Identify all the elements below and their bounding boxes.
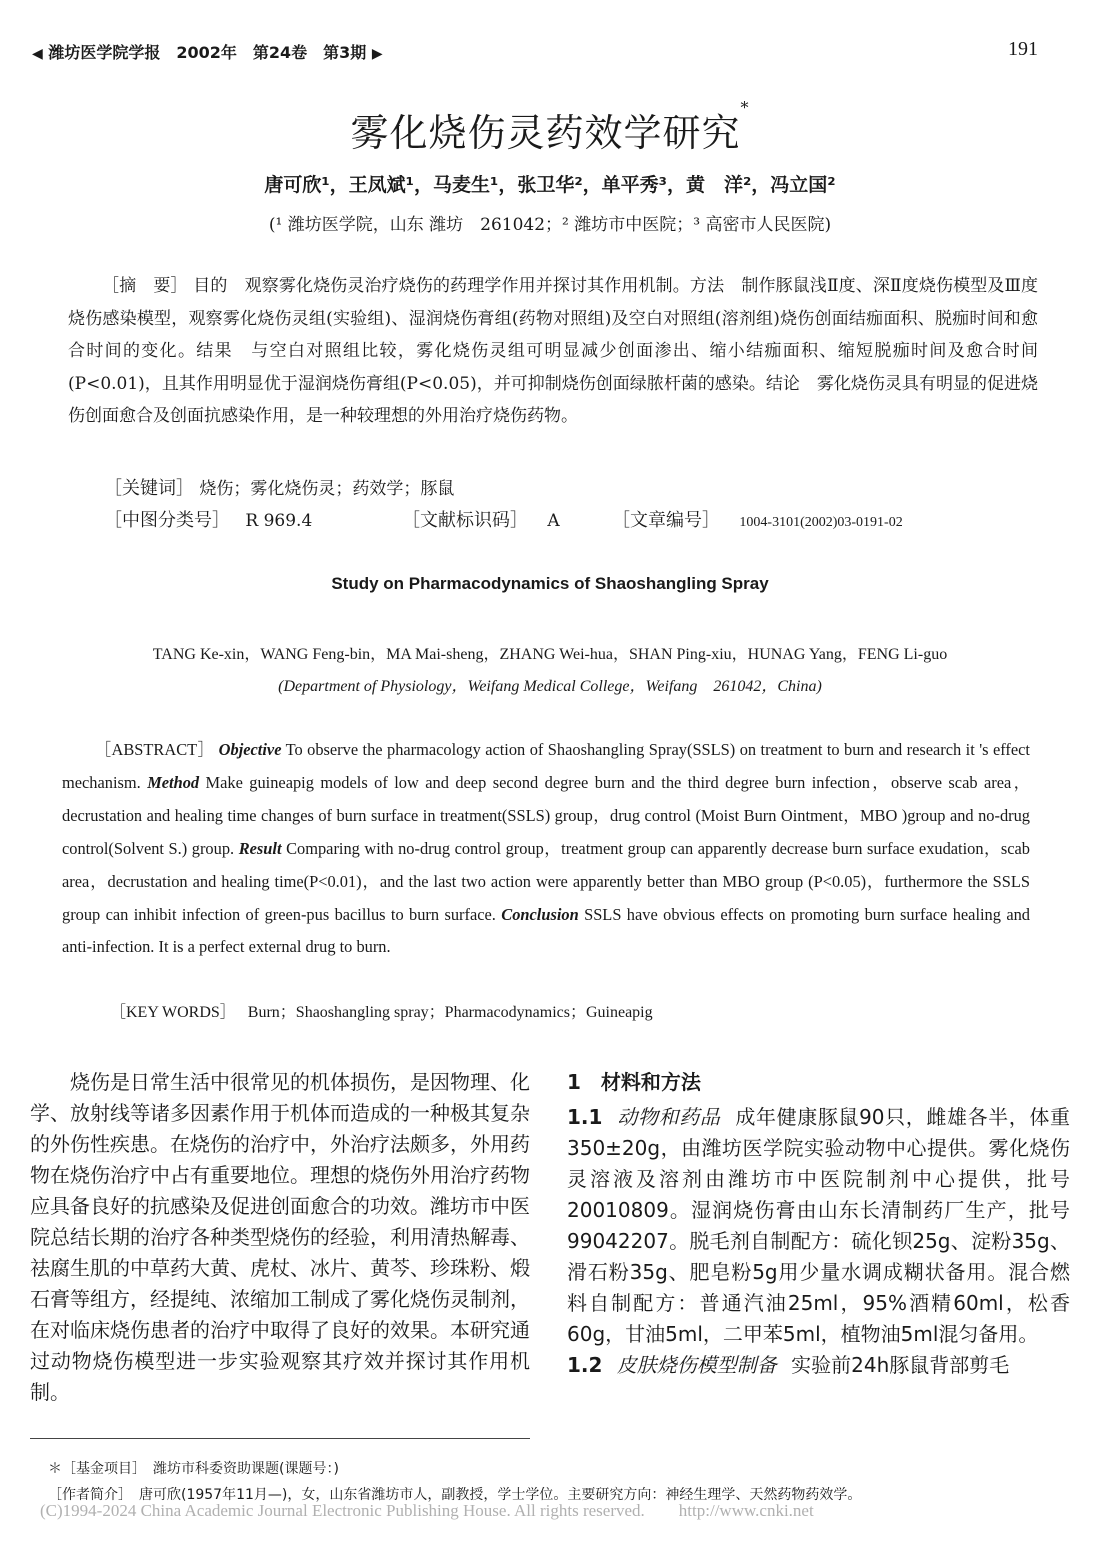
conclusion-label: Conclusion: [501, 904, 579, 924]
introduction-paragraph: 烧伤是日常生活中很常见的机体损伤，是因物理、化学、放射线等诸多因素作用于机体而造成的一种极其复杂的外伤性疾患。在烧伤的治疗中，外治疗法颇多，外用药物在烧伤治疗中占有重要地位。理想的烧伤外用治疗药物应具备良好的抗感染及促进创面愈合的功效。潍坊市中医院总结长期的治疗各种类型烧伤的经验，利用清热解毒、祛腐生肌的中草药大黄、虎杖、冰片、黄芩、珍珠粉、煅石膏等组方，经提纯、浓缩加工制成了雾化烧伤灵制剂，在对临床烧伤患者的治疗中取得了良好的效果。本研究通过动物烧伤模型进一步实验观察其疗效并探讨其作用机制。: [30, 1070, 530, 1404]
subsection-number: 1.1: [567, 1105, 603, 1129]
english-abstract: [62, 734, 1030, 964]
english-keywords: [110, 999, 653, 1022]
chinese-abstract: [68, 270, 1038, 433]
copyright-watermark: (C)1994-2024 China Academic Journal Electronic Publishing House. All rights reserved. http://www.cnki.net: [40, 1501, 814, 1520]
body-right-column: [567, 1067, 1070, 1381]
document-code: [402, 506, 560, 532]
chinese-keywords: [104, 474, 454, 500]
body-left-column: [30, 1067, 530, 1408]
method-label: Method: [147, 772, 200, 792]
method-text: Make guineapig models of low and deep second degree burn and the third degree burn infection，observe scab area，decrustation and healing time changes of burn surface in treatment(SSLS) group，drug control (Moist Burn Ointment，MBO )group and no-drug control(Solvent S.) group.: [62, 772, 1030, 858]
article-number-value: 1004-3101(2002)03-0191-02: [739, 515, 903, 530]
page-number: 191: [1008, 38, 1038, 60]
english-authors: TANG Ke-xin，WANG Feng-bin，MA Mai-sheng，ZHANG Wei-hua，SHAN Ping-xiu，HUNAG Yang，FENG Li-guo: [152, 646, 948, 663]
english-title: Study on Pharmacodynamics of Shaoshangling Spray: [331, 574, 769, 593]
conclusion-text: SSLS have obvious effects on promoting burn surface healing and anti-infection. It is a perfect external drug to burn.: [62, 904, 1030, 957]
keywords-text: 烧伤；雾化烧伤灵；药效学；豚鼠: [199, 479, 455, 499]
keywords-label: ［关键词］: [104, 478, 194, 499]
english-abstract-label: ［ABSTRACT］: [94, 740, 215, 759]
clc-label: ［中图分类号］: [104, 510, 230, 531]
subsection-title: 皮肤烧伤模型制备: [616, 1353, 777, 1377]
abstract-text: 目的 观察雾化烧伤灵治疗烧伤的药理学作用并探讨其作用机制。方法 制作豚鼠浅Ⅱ度、深Ⅱ度烧伤模型及Ⅲ度烧伤感染模型，观察雾化烧伤灵组(实验组)、湿润烧伤膏组(药物对照组)及空白对照组(溶剂组)烧伤创面结痂面积、脱痂时间和愈合时间的变化。结果 与空白对照组比较，雾化烧伤灵组可明显减少创面渗出、缩小结痂面积、缩短脱痂时间及愈合时间(P<0.01)，且其作用明显优于湿润烧伤膏组(P<0.05)，并可抑制烧伤创面绿脓杆菌的感染。结论 雾化烧伤灵具有明显的促进烧伤创面愈合及创面抗感染作用，是一种较理想的外用治疗烧伤药物。: [68, 276, 1039, 427]
journal-header: [32, 40, 383, 63]
footnote-divider: [30, 1438, 530, 1439]
paper-title: [0, 98, 1100, 157]
affiliations: (¹ 潍坊医学院，山东 潍坊 261042；² 潍坊市中医院；³ 高密市人民医院): [268, 215, 832, 235]
subsection-1-1: [567, 1102, 1070, 1350]
subsection-1-2: [567, 1350, 1070, 1381]
english-keywords-label: ［KEY WORDS］: [110, 1004, 236, 1021]
subsection-text: 成年健康豚鼠90只，雌雄各半，体重350±20g，由潍坊医学院实验动物中心提供。雾化烧伤灵溶液及溶剂由潍坊市中医院制剂中心提供，批号20010809。湿润烧伤膏由山东长清制药厂生产，批号99042207。脱毛剂自制配方：硫化钡25g、淀粉35g、滑石粉35g、肥皂粉5g用少量水调成糊状备用。混合燃料自制配方：普通汽油25ml，95%酒精60ml，松香60g，甘油5ml，二甲苯5ml，植物油5ml混匀备用。: [567, 1105, 1071, 1346]
article-number: [612, 506, 903, 532]
english-affiliation: (Department of Physiology，Weifang Medical College，Weifang 261042，China): [278, 678, 822, 695]
paper-title-text: 雾化烧伤灵药效学研究: [350, 111, 741, 155]
right-triangle-icon: ▶: [371, 46, 383, 62]
document-code-label: ［文献标识码］: [402, 510, 528, 531]
author-list: 唐可欣¹，王凤斌¹，马麦生¹，张卫华²，单平秀³，黄 洋²，冯立国²: [264, 174, 836, 196]
subsection-number: 1.2: [567, 1353, 603, 1377]
left-triangle-icon: ◀: [32, 46, 43, 62]
abstract-label: ［摘 要］: [102, 276, 188, 296]
document-code-value: A: [547, 511, 560, 531]
footnote-fund: ＊［基金项目］ 潍坊市科委资助课题(课题号：): [48, 1461, 339, 1477]
subsection-text: 实验前24h豚鼠背部剪毛: [791, 1353, 1010, 1377]
footnote-author-bio: ［作者简介］ 唐可欣(1957年11月—)，女，山东省潍坊市人，副教授，学士学位。主要研究方向：神经生理学、天然药物药效学。: [48, 1487, 862, 1503]
clc-value: R 969.4: [245, 511, 313, 531]
subsection-title: 动物和药品: [617, 1105, 721, 1129]
journal-citation: 潍坊医学院学报 2002年 第24卷 第3期: [48, 43, 367, 62]
clc-number: [104, 506, 312, 532]
objective-text: To observe the pharmacology action of Shaoshangling Spray(SSLS) on treatment to burn and research it 's effect mechanism.: [62, 740, 1030, 792]
section-heading: 1 材料和方法: [567, 1070, 701, 1094]
result-text: Comparing with no-drug control group，treatment group can apparently decrease burn surface exudation，scab area，decrustation and healing time(P<0.01)，and the last two action were apparently better than MBO group (P<0.05)，furthermore the SSLS group can inhibit infection of green-pus bacillus to burn surface.: [62, 838, 1030, 924]
result-label: Result: [238, 838, 282, 858]
article-number-label: ［文章编号］: [612, 510, 720, 531]
english-keywords-text: Burn；Shaoshangling spray；Pharmacodynamics；Guineapig: [247, 1004, 653, 1021]
objective-label: Objective: [218, 740, 282, 759]
footnote-marker: *: [740, 98, 750, 117]
